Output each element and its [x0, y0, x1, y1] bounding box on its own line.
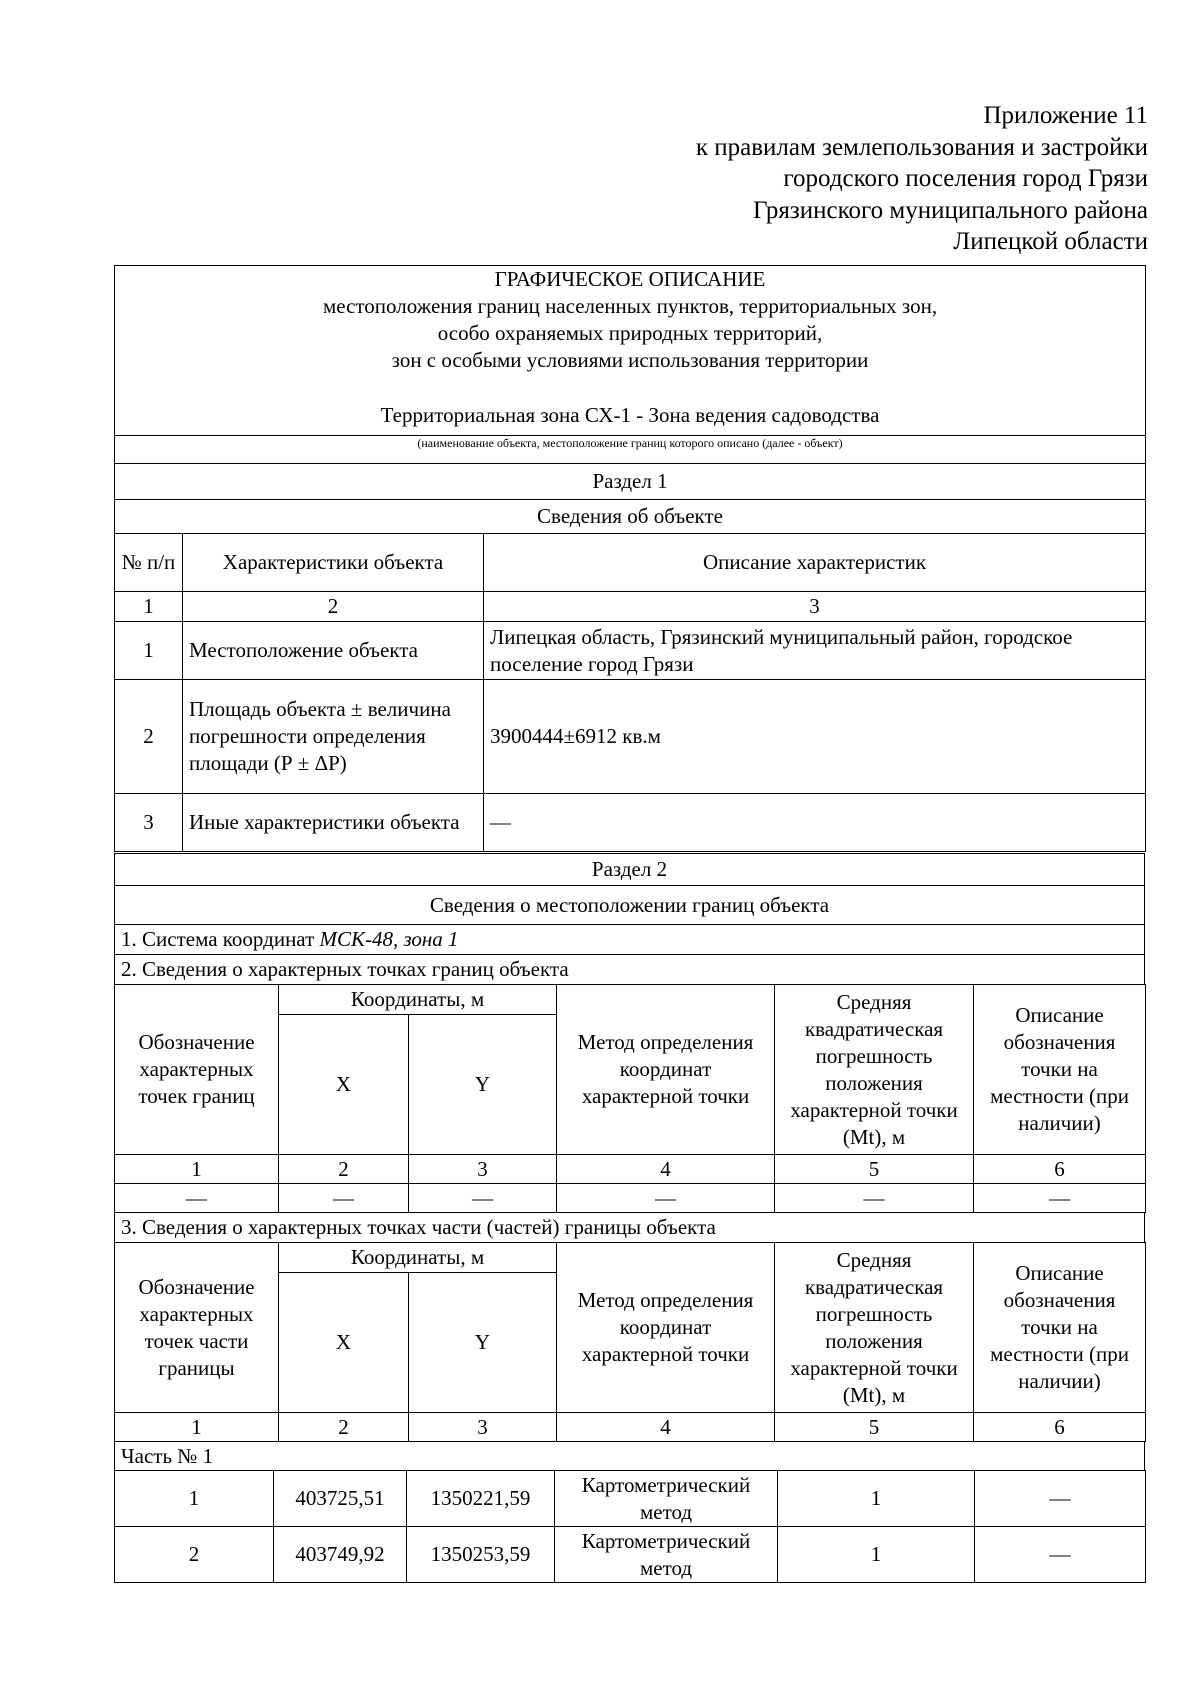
col-number: 3 — [409, 1413, 557, 1442]
points-title: 2. Сведения о характерных точках границ объекта — [115, 955, 1145, 985]
point-mt: 1 — [778, 1527, 975, 1583]
col-y: Y — [409, 1273, 557, 1413]
section1-label: Раздел 1 — [115, 464, 1146, 500]
point-y: 1350221,59 — [407, 1471, 555, 1527]
points-block — [114, 1470, 1145, 1583]
numbers-row — [115, 1155, 1146, 1184]
col-number: 3 — [409, 1155, 557, 1184]
col-method: Метод определения координат характерной точки — [557, 1243, 775, 1413]
parts-title-block — [114, 1212, 1145, 1243]
section2-header-table — [114, 853, 1145, 985]
section2-header — [114, 853, 1145, 985]
col-y: Y — [409, 1015, 557, 1155]
caption-row — [115, 436, 1146, 464]
col-number: 1 — [115, 1155, 279, 1184]
col-x: X — [279, 1273, 409, 1413]
row-value: Липецкая область, Грязинский муниципальный район, городское поселение город Грязи — [484, 622, 1146, 680]
empty-cell: — — [279, 1184, 409, 1213]
coord-system-value: МСК-48, зона 1 — [319, 927, 459, 951]
subtitle-line: местоположения границ населенных пунктов, территориальных зон, — [322, 294, 938, 318]
row-name: Местоположение объекта — [183, 622, 484, 680]
row-name: Площадь объекта ± величина погрешности определения площади (Р ± ΔР) — [183, 680, 484, 794]
parts-title: 3. Сведения о характерных точках части (частей) границы объекта — [115, 1213, 1145, 1243]
section1-header-row — [115, 534, 1146, 592]
empty-cell: — — [775, 1184, 974, 1213]
col-number: 4 — [557, 1413, 775, 1442]
empty-cell: — — [974, 1184, 1146, 1213]
numbers-row — [115, 1413, 1146, 1442]
col-method: Метод определения координат характерной точки — [557, 985, 775, 1155]
table-row — [115, 794, 1146, 852]
col-number: 1 — [115, 1413, 279, 1442]
row-num: 3 — [115, 794, 183, 852]
table-row — [115, 1527, 1146, 1583]
point-desc: — — [975, 1471, 1146, 1527]
point-method: Картометрический метод — [555, 1471, 778, 1527]
row-num: 2 — [115, 680, 183, 794]
boundary-points-table — [114, 984, 1146, 1213]
row-name: Иные характеристики объекта — [183, 794, 484, 852]
header-line: Липецкой области — [953, 228, 1148, 255]
part-label-block — [114, 1441, 1145, 1471]
header-description: Описание характеристик — [484, 534, 1146, 592]
col-error: Средняя квадратическая погрешность положения характерной точки (Mt), м — [775, 1243, 974, 1413]
point-x: 403725,51 — [274, 1471, 407, 1527]
coord-system — [115, 925, 1145, 955]
col-description: Описание обозначения точки на местности (при наличии) — [974, 1243, 1146, 1413]
coords-header: Координаты, м — [279, 985, 557, 1015]
col-designation: Обозначение характерных точек части границы — [115, 1243, 279, 1413]
row-value: 3900444±6912 кв.м — [484, 680, 1146, 794]
col-designation: Обозначение характерных точек границ — [115, 985, 279, 1155]
section1-title: Сведения об объекте — [115, 500, 1146, 534]
empty-cell: — — [409, 1184, 557, 1213]
part-label: Часть № 1 — [115, 1442, 1145, 1471]
section1-numbers-row — [115, 592, 1146, 622]
part-points-block — [114, 1242, 1145, 1442]
object-caption: (наименование объекта, местоположение границ которого описано (далее - объект) — [115, 436, 1146, 464]
col-number: 4 — [557, 1155, 775, 1184]
col-number: 5 — [775, 1413, 974, 1442]
col-number: 1 — [115, 592, 183, 622]
col-number: 5 — [775, 1155, 974, 1184]
section1-title-row — [115, 500, 1146, 534]
empty-cell: — — [115, 1184, 279, 1213]
point-id: 2 — [115, 1527, 274, 1583]
header-line: городского поселения город Грязи — [783, 165, 1148, 192]
point-y: 1350253,59 — [407, 1527, 555, 1583]
header-line: Приложение 11 — [983, 102, 1148, 129]
section1-label-row — [115, 464, 1146, 500]
table-row — [115, 1471, 1146, 1527]
col-number: 6 — [974, 1413, 1146, 1442]
header-characteristics: Характеристики объекта — [183, 534, 484, 592]
section2-title: Сведения о местоположении границ объекта — [115, 886, 1145, 925]
col-number: 3 — [484, 592, 1146, 622]
col-number: 2 — [279, 1413, 409, 1442]
point-desc: — — [975, 1527, 1146, 1583]
row-value: — — [484, 794, 1146, 852]
empty-row — [115, 1184, 1146, 1213]
col-error: Средняя квадратическая погрешность положения характерной точки (Mt), м — [775, 985, 974, 1155]
col-number: 6 — [974, 1155, 1146, 1184]
title-and-section1 — [114, 265, 1145, 852]
boundary-points-block — [114, 984, 1145, 1213]
points-table — [114, 1470, 1146, 1583]
title-row — [115, 266, 1146, 436]
empty-cell: — — [557, 1184, 775, 1213]
header-line: к правилам землепользования и застройки — [695, 133, 1148, 161]
section1-table — [114, 265, 1146, 852]
subtitle-line: зон с особыми условиями использования территории — [391, 348, 869, 372]
point-mt: 1 — [778, 1471, 975, 1527]
point-method: Картометрический метод — [555, 1527, 778, 1583]
part-points-table — [114, 1242, 1146, 1442]
point-x: 403749,92 — [274, 1527, 407, 1583]
coord-system-prefix: 1. Система координат — [121, 927, 320, 951]
object-name: Территориальная зона СХ-1 - Зона ведения садоводства — [380, 403, 880, 427]
header-num: № п/п — [115, 534, 183, 592]
col-x: X — [279, 1015, 409, 1155]
coords-header: Координаты, м — [279, 1243, 557, 1273]
col-description: Описание обозначения точки на местности (при наличии) — [974, 985, 1146, 1155]
point-id: 1 — [115, 1471, 274, 1527]
subtitle-line: особо охраняемых природных территорий, — [437, 321, 823, 345]
row-num: 1 — [115, 622, 183, 680]
table-row — [115, 680, 1146, 794]
appendix-header — [348, 100, 1148, 258]
table-row — [115, 622, 1146, 680]
col-number: 2 — [279, 1155, 409, 1184]
section2-label: Раздел 2 — [115, 854, 1145, 886]
col-number: 2 — [183, 592, 484, 622]
document-title: ГРАФИЧЕСКОЕ ОПИСАНИЕ — [494, 267, 766, 291]
header-line: Грязинского муниципального района — [753, 196, 1148, 224]
